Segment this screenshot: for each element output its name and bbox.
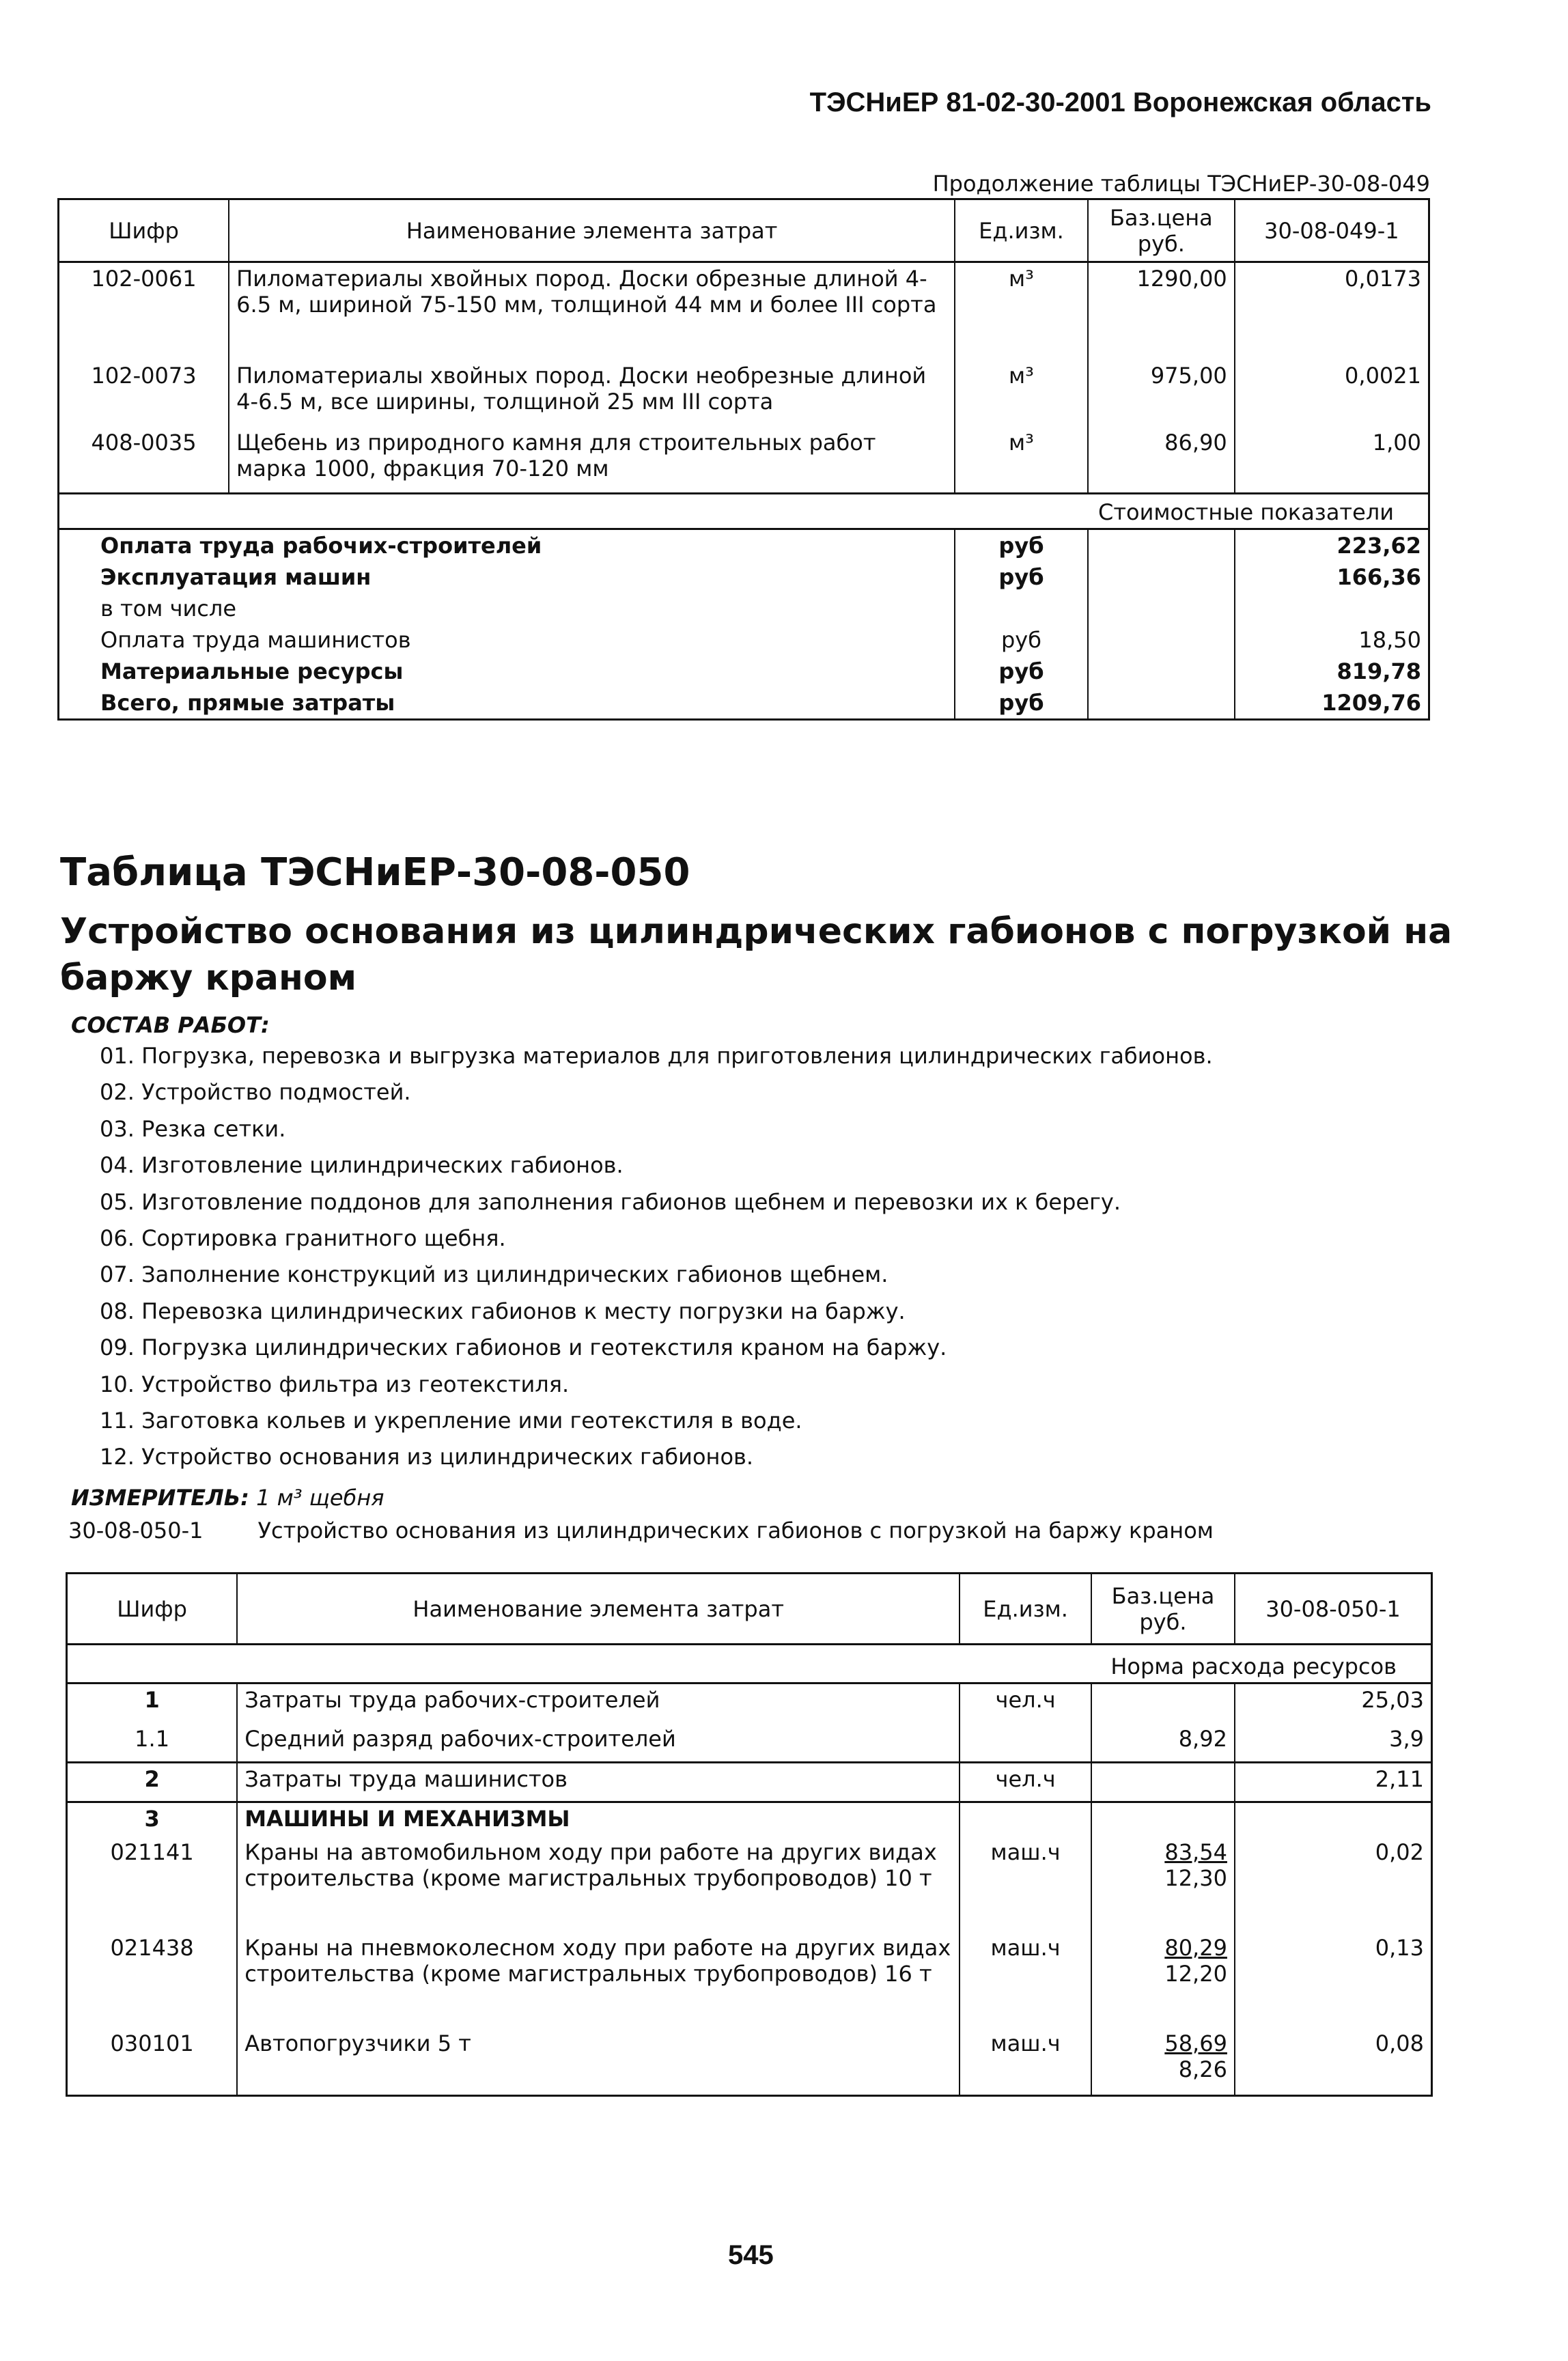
cost-label: Оплата труда машинистов (100, 627, 411, 653)
cell-qty: 0,08 (1235, 2028, 1432, 2096)
price-main: 83,54 (1164, 1839, 1227, 1865)
cell-code: 021141 (110, 1839, 194, 1865)
cost-value: 819,78 (1235, 656, 1429, 687)
cell-qty: 0,02 (1235, 1836, 1432, 1932)
cell-name: Пиломатериалы хвойных пород. Доски необрезные длиной 4-6.5 м, все ширины, толщиной 25 мм III сорта (229, 360, 955, 427)
cost-row (59, 656, 1429, 687)
list-item: 08. Перевозка цилиндрических габионов к месту погрузки на баржу. (100, 1298, 906, 1324)
cell-code: 3 (67, 1802, 238, 1836)
cell-qty: 3,9 (1235, 1723, 1432, 1763)
cost-label: Материальные ресурсы (100, 658, 404, 684)
cell-price: 86,90 (1088, 427, 1235, 494)
cell-code: 1.1 (135, 1725, 170, 1752)
column-header: Шифр (59, 199, 229, 262)
cell-code: 2 (67, 1763, 238, 1802)
cost-row (59, 593, 1429, 624)
cell-price: 1290,00 (1088, 262, 1235, 360)
cost-row (59, 687, 1429, 720)
measure-line (71, 1485, 384, 1511)
norm-section-title: Норма расхода ресурсов (67, 1645, 1432, 1684)
section-table-title: Таблица ТЭСНиЕР-30-08-050 (60, 850, 690, 895)
list-item: 07. Заполнение конструкций из цилиндрических габионов щебнем. (100, 1261, 888, 1288)
price-labour: 8,26 (1178, 2056, 1227, 2082)
cell-code: 030101 (110, 2030, 194, 2056)
cell-code: 102-0073 (91, 362, 197, 389)
cell-price: 975,00 (1088, 360, 1235, 427)
cost-unit: руб (955, 529, 1088, 562)
cell-name: Затраты труда машинистов (237, 1763, 960, 1802)
cost-label: Эксплуатация машин (100, 564, 372, 590)
cell-name: Краны на автомобильном ходу при работе на других видах строительства (кроме магистральных трубопроводов) 10 т (237, 1836, 960, 1932)
table-row (67, 1836, 1432, 1932)
list-item: 12. Устройство основания из цилиндрических габионов. (100, 1444, 754, 1470)
cost-section-row (59, 494, 1429, 529)
table-header-row (59, 199, 1429, 262)
section-subtitle: Устройство основания из цилиндрических габионов с погрузкой на баржу краном (60, 911, 1453, 998)
table-row (67, 1723, 1432, 1763)
running-header: ТЭСНиЕР 81-02-30-2001 Воронежская область (809, 87, 1431, 117)
price-main: 80,29 (1164, 1934, 1227, 1961)
cost-unit: руб (955, 656, 1088, 687)
table-row (59, 262, 1429, 360)
cell-price: 8,92 (1091, 1723, 1235, 1763)
list-item: 01. Погрузка, перевозка и выгрузка материалов для приготовления цилиндрических габионов. (100, 1043, 1213, 1069)
list-item: 11. Заготовка кольев и укрепление ими геотекстиля в воде. (100, 1407, 802, 1434)
cost-row (59, 624, 1429, 656)
cell-unit: чел.ч (960, 1684, 1091, 1723)
cell-unit: маш.ч (960, 1836, 1091, 1932)
cell-name: Автопогрузчики 5 т (237, 2028, 960, 2096)
cost-value: 18,50 (1235, 624, 1429, 656)
cell-name: Краны на пневмоколесном ходу при работе на других видах строительства (кроме магистральных трубопроводов) 16 т (237, 1932, 960, 2028)
cell-qty: 2,11 (1235, 1763, 1432, 1802)
works-list (100, 1038, 1213, 1476)
item-code: 30-08-050-1 (68, 1518, 204, 1543)
cost-row (59, 561, 1429, 593)
resources-table-050 (66, 1572, 1433, 2097)
cost-label: Оплата труда рабочих-строителей (59, 529, 955, 562)
table-row (67, 1932, 1432, 2028)
column-header: 30-08-049-1 (1235, 199, 1429, 262)
list-item: 06. Сортировка гранитного щебня. (100, 1225, 506, 1251)
price-labour: 12,20 (1164, 1960, 1227, 1987)
cell-unit (960, 1723, 1091, 1763)
list-item: 04. Изготовление цилиндрических габионов. (100, 1152, 624, 1179)
cell-price (1091, 1836, 1235, 1932)
cell-name: Средний разряд рабочих-строителей (237, 1723, 960, 1763)
price-labour: 12,30 (1164, 1864, 1227, 1891)
column-header: Ед.изм. (955, 199, 1088, 262)
cell-unit: м³ (955, 360, 1088, 427)
list-item: 05. Изготовление поддонов для заполнения габионов щебнем и перевозки их к берегу. (100, 1188, 1121, 1215)
cell-name: Пиломатериалы хвойных пород. Доски обрезные длиной 4-6.5 м, шириной 75-150 мм, толщиной 44 мм и более III сорта (229, 262, 955, 360)
cell-unit: маш.ч (960, 1932, 1091, 2028)
cell-price (1091, 2028, 1235, 2096)
column-header: Шифр (117, 1595, 187, 1622)
cost-unit: руб (955, 624, 1088, 656)
cost-label: Всего, прямые затраты (100, 690, 395, 716)
table-row (59, 360, 1429, 427)
cell-qty: 0,0173 (1235, 262, 1429, 360)
item-line (68, 1518, 1214, 1543)
price-main: 58,69 (1164, 2030, 1227, 2056)
cell-name: Щебень из природного камня для строительных работ марка 1000, фракция 70-120 мм (229, 427, 955, 494)
cell-price (1091, 1932, 1235, 2028)
list-item: 09. Погрузка цилиндрических габионов и геотекстиля краном на баржу. (100, 1335, 947, 1361)
list-item: 03. Резка сетки. (100, 1115, 286, 1142)
cell-name: Затраты труда рабочих-строителей (237, 1684, 960, 1723)
list-item: 02. Устройство подмостей. (100, 1079, 411, 1106)
cell-code: 1 (67, 1684, 238, 1723)
cell-qty: 0,0021 (1235, 360, 1429, 427)
resources-table-049 (57, 198, 1430, 721)
list-item: 10. Устройство фильтра из геотекстиля. (100, 1371, 570, 1397)
cell-code: 408-0035 (91, 429, 197, 456)
cost-value (1235, 593, 1429, 624)
column-header: Баз.цена руб. (1088, 199, 1235, 262)
cell-code: 102-0061 (91, 266, 197, 292)
cell-code: 021438 (110, 1934, 194, 1961)
table-header-row (67, 1574, 1432, 1645)
cost-unit: руб (955, 687, 1088, 720)
item-name: Устройство основания из цилиндрических габионов с погрузкой на баржу краном (257, 1518, 1214, 1543)
measure-label: ИЗМЕРИТЕЛЬ: (71, 1485, 249, 1511)
works-heading: СОСТАВ РАБОТ: (71, 1012, 270, 1038)
column-header: Баз.цена руб. (1091, 1574, 1235, 1645)
measure-value: 1 м³ щебня (256, 1485, 384, 1511)
table-row (67, 1684, 1432, 1723)
table-row (67, 1763, 1432, 1802)
cost-value: 166,36 (1235, 561, 1429, 593)
column-header: Наименование элемента затрат (237, 1574, 960, 1645)
cell-unit: чел.ч (960, 1763, 1091, 1802)
cost-value: 223,62 (1235, 529, 1429, 562)
cost-value: 1209,76 (1235, 687, 1429, 720)
cost-unit (955, 593, 1088, 624)
cost-label: в том числе (100, 596, 236, 621)
norm-section-row (67, 1645, 1432, 1684)
cell-unit: м³ (955, 427, 1088, 494)
table-continuation-caption: Продолжение таблицы ТЭСНиЕР-30-08-049 (932, 171, 1430, 197)
cost-unit: руб (955, 561, 1088, 593)
cost-section-title: Стоимостные показатели (59, 494, 1429, 529)
cell-price (1091, 1763, 1235, 1802)
cell-unit: м³ (955, 262, 1088, 360)
column-header: Ед.изм. (960, 1574, 1091, 1645)
cell-price (1091, 1684, 1235, 1723)
cell-name: МАШИНЫ И МЕХАНИЗМЫ (237, 1802, 960, 1836)
table-row (67, 2028, 1432, 2096)
cell-qty: 25,03 (1235, 1684, 1432, 1723)
column-header: Наименование элемента затрат (229, 199, 955, 262)
table-row (67, 1802, 1432, 1836)
column-header: 30-08-050-1 (1235, 1574, 1432, 1645)
cell-qty: 0,13 (1235, 1932, 1432, 2028)
cell-qty: 1,00 (1235, 427, 1429, 494)
cell-unit: маш.ч (960, 2028, 1091, 2096)
table-row (59, 427, 1429, 494)
cost-row (59, 529, 1429, 562)
page-number: 545 (728, 2240, 774, 2270)
